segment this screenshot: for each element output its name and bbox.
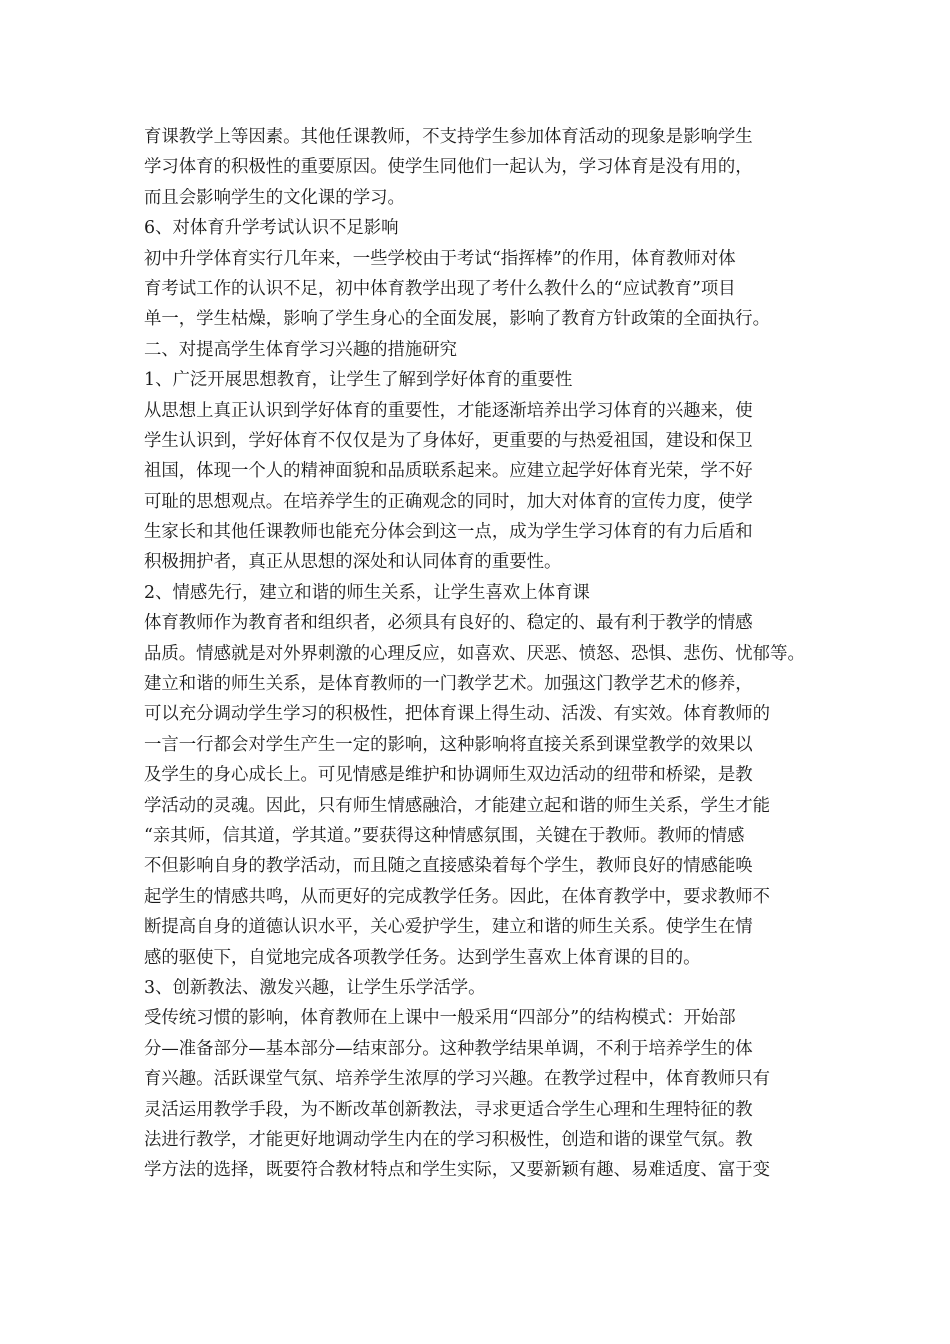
text-line: 建立和谐的师生关系，是体育教师的一门教学艺术。加强这门教学艺术的修养， [144, 674, 753, 695]
text-line: 法进行教学，才能更好地调动学生内在的学习积极性，创造和谐的课堂气氛。教 [144, 1129, 753, 1150]
text-line: 一言一行都会对学生产生一定的影响，这种影响将直接关系到课堂教学的效果以 [144, 734, 753, 755]
text-line: 二、对提高学生体育学习兴趣的措施研究 [144, 339, 458, 360]
text-line: 学生认识到，学好体育不仅仅是为了身体好，更重要的与热爱祖国，建设和保卫 [144, 430, 753, 451]
text-line: 学习体育的积极性的重要原因。使学生同他们一起认为，学习体育是没有用的， [144, 157, 753, 178]
text-line: 6、对体育升学考试认识不足影响 [144, 218, 399, 239]
text-line: 起学生的情感共鸣，从而更好的完成教学任务。因此，在体育教学中，要求教师不 [144, 886, 771, 907]
text-line: 育考试工作的认识不足，初中体育教学出现了考什么教什么的“应试教育”项目 [144, 278, 736, 299]
text-line: 3、创新教法、激发兴趣，让学生乐学活学。 [144, 977, 486, 998]
text-line: 从思想上真正认识到学好体育的重要性，才能逐渐培养出学习体育的兴趣来，使 [144, 400, 753, 421]
text-line: 及学生的身心成长上。可见情感是维护和协调师生双边活动的纽带和桥梁，是教 [144, 765, 753, 786]
text-line: 学方法的选择，既要符合教材特点和学生实际，又要新颖有趣、易难适度、富于变 [144, 1160, 771, 1181]
text-line: 品质。情感就是对外界刺激的心理反应，如喜欢、厌恶、愤怒、恐惧、悲伤、忧郁等。 [144, 643, 805, 664]
text-line: 体育教师作为教育者和组织者，必须具有良好的、稳定的、最有利于教学的情感 [144, 613, 753, 634]
text-line: 祖国，体现一个人的精神面貌和品质联系起来。应建立起学好体育光荣，学不好 [144, 461, 753, 482]
text-line: 积极拥护者，真正从思想的深处和认同体育的重要性。 [144, 552, 562, 573]
text-line: 感的驱使下，自觉地完成各项教学任务。达到学生喜欢上体育课的目的。 [144, 947, 701, 968]
text-line: 可耻的思想观点。在培养学生的正确观念的同时，加大对体育的宣传力度，使学 [144, 491, 753, 512]
text-line: 断提高自身的道德认识水平，关心爱护学生，建立和谐的师生关系。使学生在情 [144, 917, 753, 938]
text-line: 而且会影响学生的文化课的学习。 [144, 187, 405, 208]
text-line: 生家长和其他任课教师也能充分体会到这一点，成为学生学习体育的有力后盾和 [144, 522, 753, 543]
text-line: 不但影响自身的教学活动，而且随之直接感染着每个学生，教师良好的情感能唤 [144, 856, 753, 877]
text-line: 初中升学体育实行几年来，一些学校由于考试“指挥棒”的作用，体育教师对体 [144, 248, 736, 269]
text-line: 育兴趣。活跃课堂气氛、培养学生浓厚的学习兴趣。在教学过程中，体育教师只有 [144, 1069, 771, 1090]
text-line: 可以充分调动学生学习的积极性，把体育课上得生动、活泼、有实效。体育教师的 [144, 704, 771, 725]
text-line: “亲其师，信其道，学其道。”要获得这种情感氛围，关键在于教师。教师的情感 [144, 825, 745, 846]
text-line: 单一，学生枯燥，影响了学生身心的全面发展，影响了教育方针政策的全面执行。 [144, 309, 771, 330]
text-line: 育课教学上等因素。其他任课教师，不支持学生参加体育活动的现象是影响学生 [144, 127, 753, 147]
text-line: 学活动的灵魂。因此，只有师生情感融洽，才能建立起和谐的师生关系，学生才能 [144, 795, 771, 816]
document-page [144, 122, 820, 1186]
text-line: 灵活运用教学手段，为不断改革创新教法，寻求更适合学生心理和生理特征的教 [144, 1099, 753, 1120]
text-line: 1、广泛开展思想教育，让学生了解到学好体育的重要性 [144, 370, 573, 391]
text-line: 受传统习惯的影响，体育教师在上课中一般采用“四部分”的结构模式：开始部 [144, 1008, 736, 1029]
text-line: 2、情感先行，建立和谐的师生关系，让学生喜欢上体育课 [144, 582, 590, 603]
text-line: 分—准备部分—基本部分—结束部分。这种教学结果单调，不利于培养学生的体 [144, 1038, 753, 1059]
